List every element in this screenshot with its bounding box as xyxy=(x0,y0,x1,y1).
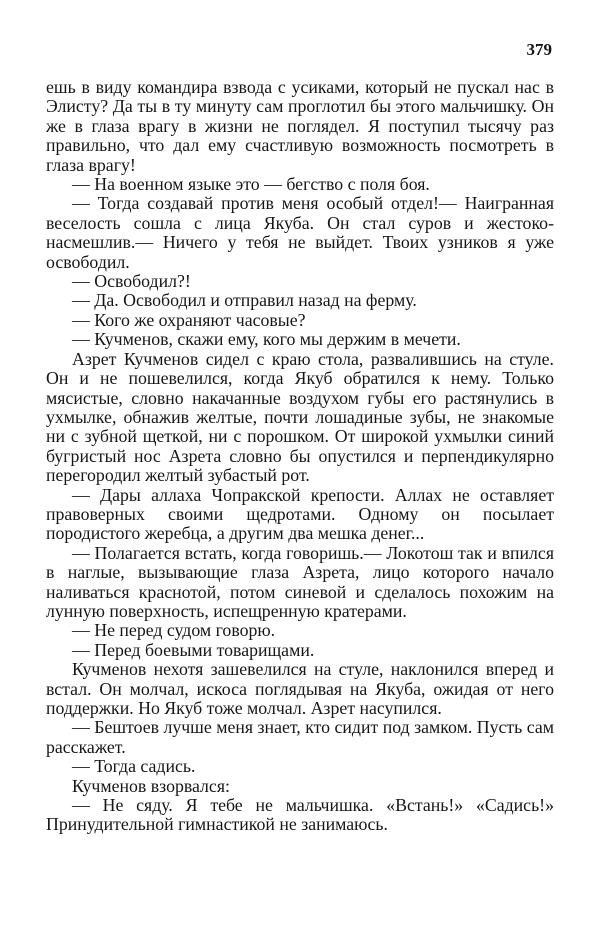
body-text xyxy=(46,78,554,835)
paragraph: Азрет Кучменов сидел с краю стола, развалившись на стуле. Он и не пошевелился, когда Якуб обратился к нему. Только мясистые, словно накачанные воздухом губы его растянулись в ухмылке, обнажив желтые, почти лошадиные зубы, не знакомые ни с зубной щеткой, ни с порошком. От широкой ухмылки синий бугристый нос Азрета словно бы опустился и перпендикулярно перегородил желтый зубастый рот. xyxy=(46,348,554,486)
page-number: 379 xyxy=(526,40,552,59)
paragraph: — Кого же охраняют часовые? xyxy=(72,309,306,330)
paragraph: — Тогда садись. xyxy=(72,756,196,777)
paragraph: Кучменов взорвался: xyxy=(72,775,230,796)
paragraph: — Освободил?! xyxy=(72,271,191,292)
paragraph: — Не сяду. Я тебе не мальчишка. «Встань!» «Садись!» Принудительной гимнастикой не занимаюсь. xyxy=(46,795,554,835)
paragraph: — На военном языке это — бегство с поля боя. xyxy=(72,174,430,195)
paragraph: — Не перед судом говорю. xyxy=(72,620,276,641)
paragraph: — Дары аллаха Чопракской крепости. Аллах не оставляет правоверных своими щедротами. Одному он посылает породистого жеребца, а другим два мешка денег... xyxy=(46,484,554,544)
paragraph: — Полагается встать, когда говоришь.— Локотош так и впился в наглые, вызывающие глаза Азрета, лицо которого начало наливаться краснотой, потом синевой и сделалось похожим на лунную поверхность, испещренную кратерами. xyxy=(46,542,554,621)
paragraph: ешь в виду командира взвода с усиками, который не пускал нас в Элисту? Да ты в ту минуту сам проглотил бы этого мальчишку. Он же в глаза врагу в жизни не поглядел. Я поступил тысячу раз правильно, что дал ему счастливую возможность посмотреть в глаза врагу! xyxy=(46,77,554,175)
paragraph: — Тогда создавай против меня особый отдел!— Наигранная веселость сошла с лица Якуба. Он стал суров и жестоко-насмешлив.— Ничего у тебя не выйдет. Твоих узников я уже освободил. xyxy=(46,193,554,272)
paragraph: — Да. Освободил и отправил назад на ферму. xyxy=(72,290,417,311)
paragraph: — Бештоев лучше меня знает, кто сидит под замком. Пусть сам расскажет. xyxy=(46,717,554,757)
paragraph: Кучменов нехотя зашевелился на стуле, наклонился вперед и встал. Он молчал, искоса поглядывая на Якуба, ожидая от него поддержки. Но Якуб тоже молчал. Азрет насупился. xyxy=(46,659,554,718)
paragraph: — Кучменов, скажи ему, кого мы держим в мечети. xyxy=(72,329,461,350)
paragraph: — Перед боевыми товарищами. xyxy=(72,639,315,660)
